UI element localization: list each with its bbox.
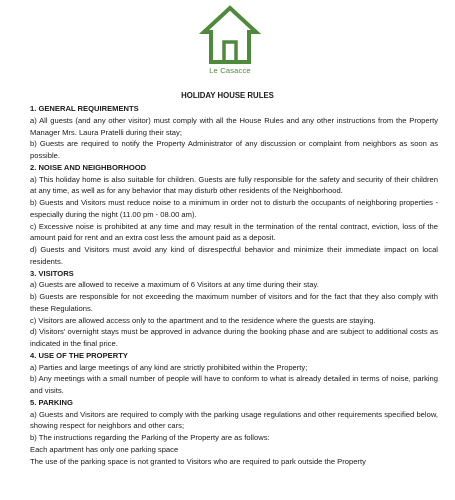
rule-paragraph: c) Visitors are allowed access only to the apartment and to the residence where the guests are staying. — [30, 315, 376, 325]
house-icon — [197, 4, 263, 66]
rule-paragraph: a) All guests (and any other visitor) must comply with all the House Rules and any other instructions from the Property Manager Mrs. Laura Pratelli during their stay; — [30, 115, 438, 137]
section-heading: 5. PARKING — [30, 397, 73, 407]
rule-paragraph: d) Guests and Visitors must avoid any kind of disrespectful behavior and minimize their immediate impact on local residents. — [30, 245, 438, 266]
document-title: HOLIDAY HOUSE RULES — [181, 91, 274, 100]
section-heading: 2. NOISE AND NEIGHBORHOOD — [30, 162, 147, 172]
section-heading: 4. USE OF THE PROPERTY — [30, 350, 128, 360]
rule-paragraph: b) Guests are responsible for not exceeding the maximum number of visitors and for the fact that they also comply with these Regulations. — [30, 292, 438, 313]
section-general-requirements — [30, 103, 438, 162]
section-heading: 3. VISITORS — [30, 268, 74, 278]
section-visitors — [30, 268, 438, 350]
rule-paragraph: b) Any meetings with a small number of people will have to conform to what is already detailed in terms of noise, parking and visits. — [30, 374, 438, 395]
rule-paragraph: b) Guests are required to notify the Property Administrator of any discussion or complaint from neighbors as soon as possible. — [30, 139, 438, 160]
rule-paragraph: c) Excessive noise is prohibited at any time and may result in the termination of the rental contract, eviction, loss of the amount paid for rent and an extra cost less the amount paid as a deposit. — [30, 221, 438, 243]
section-parking — [30, 397, 438, 468]
rule-paragraph: a) Guests are allowed to receive a maximum of 6 Visitors at any time during their stay. — [30, 280, 319, 290]
rule-paragraph: a) Parties and large meetings of any kind are strictly prohibited within the Property; — [30, 362, 308, 372]
rule-paragraph: a) This holiday home is also suitable for children. Guests are fully responsible for the safety and security of their children at any time, as well as for any behavior that may disturb other residents of the Neighborhood. — [30, 174, 438, 196]
logo-text: Le Casacce — [209, 66, 251, 75]
rule-paragraph: b) The instructions regarding the Parking of the Property are as follows: — [30, 433, 270, 442]
rule-paragraph: d) Visitors' overnight stays must be approved in advance during the booking phase and are subject to additional costs as indicated in the final price. — [30, 327, 438, 348]
rule-paragraph: a) Guests and Visitors are required to comply with the parking usage regulations and other requirements specified below, showing respect for neighbors and other cars; — [30, 409, 438, 431]
rule-paragraph: The use of the parking space is not granted to Visitors who are required to park outside the Property — [30, 456, 366, 466]
rule-paragraph: b) Guests and Visitors must reduce noise to a minimum in order not to disturb the occupants of neighboring properties - especially during the night (11.00 pm - 08.00 am). — [30, 198, 438, 219]
section-use-of-the-property — [30, 350, 438, 397]
logo — [197, 4, 263, 78]
document-body — [30, 103, 438, 467]
section-noise-and-neighborhood — [30, 162, 438, 268]
rule-paragraph: Each apartment has only one parking space — [30, 444, 179, 454]
section-heading: 1. GENERAL REQUIREMENTS — [30, 104, 139, 113]
